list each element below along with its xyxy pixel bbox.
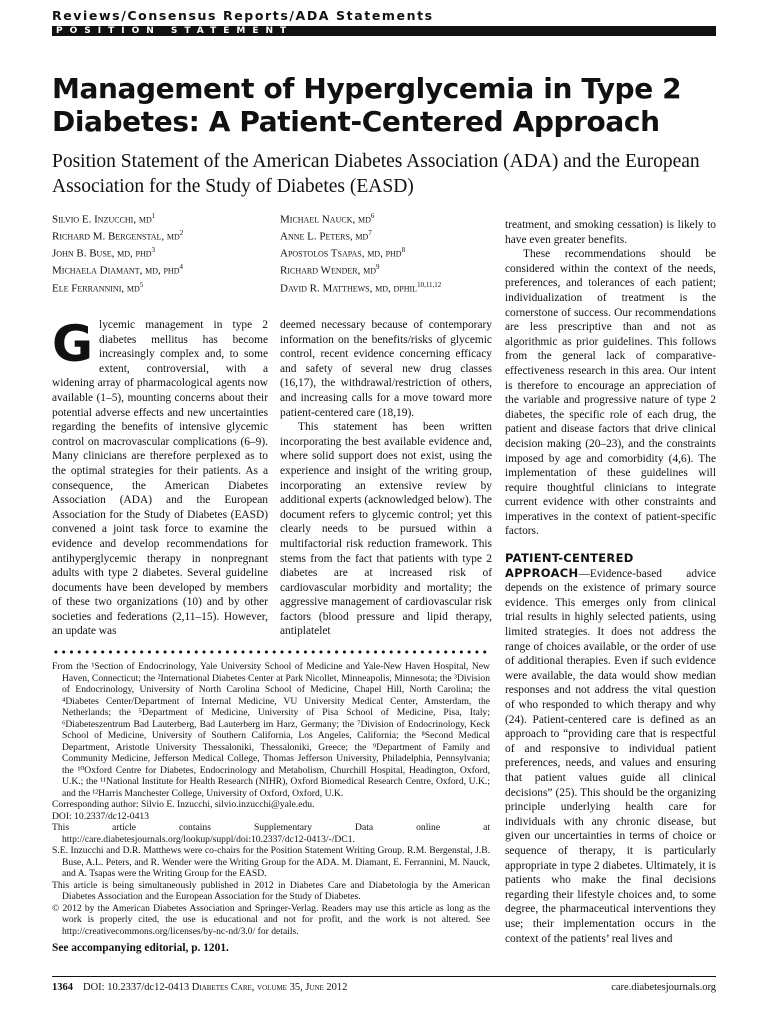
section-heading: PATIENT-CENTERED <box>505 551 634 566</box>
corresponding-author: Corresponding author: Silvio E. Inzucchi, silvio.inzucchi@yale.edu. <box>52 799 315 810</box>
position-statement-label: POSITION STATEMENT <box>56 26 294 36</box>
author: Ele Ferrannini, $md^5$ <box>52 280 144 295</box>
footer-left <box>52 982 347 993</box>
drop-cap: G <box>52 318 94 373</box>
author: Silvio E. Inzucchi, $md^1$ <box>52 212 156 226</box>
author: John B. Buse, md, phd$^3$ <box>52 246 156 260</box>
footer-rule <box>52 976 716 977</box>
author: Apostolos Tsapas, md, phd$^8$ <box>280 246 406 260</box>
author: Michaela Diamant, md, phd$^4$ <box>52 263 183 278</box>
author: Richard Wender, $md^9$ <box>280 263 380 278</box>
copyright: © 2012 by the American Diabetes Association and Springer-Verlag. Readers may use this article as long as the work is properly cited, the use is educational and not for profit, and the work is not altered. See http://creativecommons.org/licenses/by-nc-nd/3.0/ for details. <box>52 902 490 937</box>
doi: DOI: 10.2337/dc12-0413 <box>52 810 149 822</box>
supplementary-note: This article contains Supplementary Data online at http://care.diabetesjournals.org/lookup/suppl/doi:10.2337/dc12-0413/-/DC1. <box>52 822 490 845</box>
intro-paragraph: Glycemic management in type 2 diabetes mellitus has become increasingly complex and, to some extent, controversial, with a widening array of pharmacological agents now available (1–5), mounting concerns about their potential adverse effects and new uncertainties regarding the benefits of intensive glycemic control on macrovascular complications (6–9). Many clinicians are therefore perplexed as to the optimal strategies for their patients. As a consequence, the American Diabetes Association (ADA) and the European Association for the Study of Diabetes (EASD) convened a joint task force to examine the evidence and develop recommendations for antihyperglycemic therapy in nonpregnant adults with type 2 diabetes. Several guideline documents have been developed by members of these two organizations (10) and by other societies and federations (2,11–15). However, an update was <box>52 318 268 638</box>
paragraph: This statement has been written incorporating the best available evidence and, where solid support does not exist, using the experience and insight of the writing group, incorporating an extensive review by additional experts (acknowledged below). The document refers to glycemic control; yet this clearly needs to be pursued within a multifactorial risk reduction framework. This stems from the fact that patients with type 2 diabetes are at increased risk of cardiovascular morbidity and mortality; the aggressive management of cardiovascular risk factors (blood pressure and lipid therapy, antiplatelet <box>280 421 492 638</box>
section-heading-continued: APPROACH <box>505 565 579 580</box>
affiliations: From the ¹Section of Endocrinology, Yale University School of Medicine and Yale-New Haven Hospital, New Haven, Connecticut; the ²International Diabetes Center at Park Nicollet, Minneapolis, Minnesota; the ³Division of Endocrinology, University of North Carolina School of Medicine, Chapel Hill, North Carolina; the ⁴Diabetes Center/Department of Internal Medicine, VU University Medical Center, Amsterdam, the Netherlands; the ⁵Department of Medicine, University of Pisa School of Medicine, Pisa, Italy; ⁶Diabeteszentrum Bad Lauterberg, Bad Lauterberg im Harz, Germany; the ⁷Division of Endocrinology, Keck School of Medicine, University of Southern California, Los Angeles, California; the ⁸Second Medical Department, Aristotle University Thessaloniki, Thessaloniki, Greece; the ⁹Department of Family and Community Medicine, Jefferson Medical College, Thomas Jefferson University, Philadelphia, Pennsylvania; the ¹⁰Oxford Centre for Diabetes, Endocrinology and Metabolism, Churchill Hospital, Headington, Oxford, U.K.; the ¹¹National Institute for Health Research (NIHR), Oxford Biomedical Research Centre, Oxford, U.K.; and the ¹²Harris Manchester College, University of Oxford, Oxford, U.K. <box>52 661 490 799</box>
journal-info: Diabetes Care, volume 35, June 2012 <box>191 982 348 993</box>
paragraph: These recommendations should be considered within the context of the needs, preferences, and tolerances of each patient; individualization of treatment is the cornerstone of success. Our recommendations are less prescriptive than and not as algorithmic as prior guidelines. This follows from the general lack of comparative-effectiveness research in this area. Our intent is therefore to encourage an appreciation of the variable and progressive nature of type 2 diabetes, the specific role of each drug, the patient and disease factors that drive clinical decision making (20–23), and the constraints imposed by age and comorbidity (4,6). The implementation of these guidelines will require thoughtful clinicians to integrate current evidence with other constraints and imperatives in the context of patient-specific factors. <box>505 248 716 538</box>
body-column-1 <box>52 318 268 648</box>
paragraph: deemed necessary because of contemporary information on the benefits/risks of glycemic control, recent evidence concerning efficacy and safety of several new drug classes (16,17), the withdrawal/restriction of others, and increasing calls for a move toward more patient-centered care (18,19). <box>280 319 492 419</box>
footer-doi: DOI: 10.2337/dc12-0413 <box>83 982 190 993</box>
paragraph: treatment, and smoking cessation) is likely to have even greater benefits. <box>505 219 716 246</box>
footnotes <box>52 661 490 955</box>
paragraph: APPROACH—Evidence-based advice depends on the existence of primary source evidence. This emerges only from clinical trial results in highly selected patients, using limited strategies. It does not address the range of choices available, or the order of use of additional therapies. Even if such evidence were available, the data would show median responses and not address the vital question of who responded to which therapy and why (24). Patient-centered care is defined as an approach to “providing care that is respectful of and responsive to individual patient preferences, needs, and values and ensuring that patient values guide all clinical decisions” (25). This should be the organizing principle underlying health care for individuals with any chronic disease, but given our uncertainties in terms of choice or sequence of therapy, it is particularly appropriate in type 2 diabetes. Ultimately, it is patients who make the final decisions regarding their lifestyle choices and, to some degree, the pharmaceutical interventions they use; their implementation occurs in the context of the patients’ real lives and <box>505 565 716 945</box>
position-statement-bar <box>52 26 716 36</box>
article-subtitle: Position Statement of the American Diabetes Association (ADA) and the European Association for the Study of Diabetes (EASD) <box>52 151 700 197</box>
author-list-right <box>280 210 441 296</box>
section-label: Reviews/Consensus Reports/ADA Statements <box>52 8 434 23</box>
author-list-left <box>52 210 183 296</box>
article-title: Management of Hyperglycemia in Type 2 Diabetes: A Patient-Centered Approach <box>52 72 682 138</box>
page-number: 1364 <box>52 982 73 993</box>
author: Anne L. Peters, $md^7$ <box>280 229 372 243</box>
journal-url[interactable]: care.diabetesjournals.org <box>611 982 716 993</box>
author: David R. Matthews, md, dphil$^{10,11,12}$ <box>280 280 442 295</box>
body-column-2 <box>280 318 492 648</box>
dotted-divider <box>52 650 488 654</box>
author: Michael Nauck, $md^6$ <box>280 212 375 226</box>
cochairs-note: S.E. Inzucchi and D.R. Matthews were co-chairs for the Position Statement Writing Group. R.M. Bergenstal, J.B. Buse, A.L. Peters, and R. Wender were the Writing Group for the ADA. M. Diamant, E. Ferrannini, M. Nauck, and A. Tsapas were the Writing Group for the EASD. <box>52 845 490 879</box>
body-column-3 <box>505 218 716 970</box>
author: Richard M. Bergenstal, $md^2$ <box>52 229 184 243</box>
editorial-link[interactable]: See accompanying editorial, p. 1201. <box>52 942 229 954</box>
simultaneous-note: This article is being simultaneously published in 2012 in Diabetes Care and Diabetologia by the American Diabetes Association and the European Association for the Study of Diabetes. <box>52 879 490 902</box>
